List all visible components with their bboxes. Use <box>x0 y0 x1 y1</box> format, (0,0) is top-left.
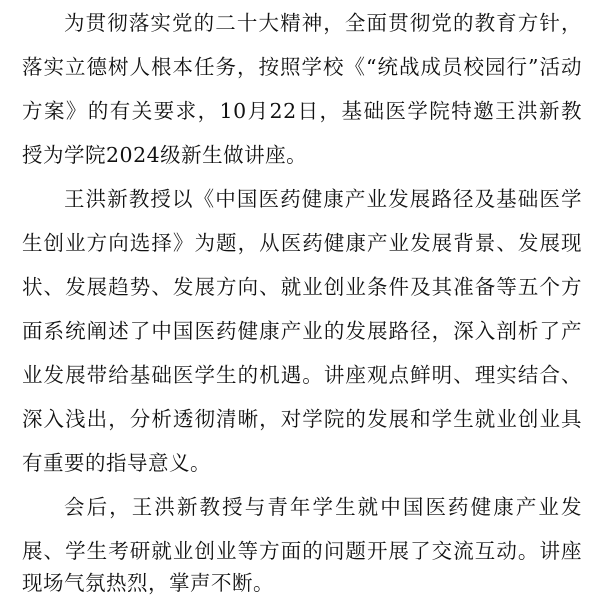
text-line: 业发展带给基础医学生的机遇。讲座观点鲜明、理实结合、 <box>22 363 582 387</box>
text-line: 方案》的有关要求，10月22日，基础医学院特邀王洪新教 <box>22 99 582 123</box>
text-line: 现场气氛热烈，掌声不断。 <box>22 571 274 595</box>
text-line: 展、学生考研就业创业等方面的问题开展了交流互动。讲座 <box>22 539 582 563</box>
text-line: 王洪新教授以《中国医药健康产业发展路径及基础医学 <box>64 187 582 211</box>
text-line: 深入浅出，分析透彻清晰，对学院的发展和学生就业创业具 <box>22 407 582 431</box>
text-line: 授为学院2024级新生做讲座。 <box>22 143 308 167</box>
text-line: 生创业方向选择》为题，从医药健康产业发展背景、发展现 <box>22 231 582 255</box>
text-line: 有重要的指导意义。 <box>22 451 211 475</box>
text-line: 为贯彻落实党的二十大精神，全面贯彻党的教育方针， <box>64 11 582 35</box>
text-line: 会后，王洪新教授与青年学生就中国医药健康产业发 <box>64 495 582 519</box>
text-line: 面系统阐述了中国医药健康产业的发展路径，深入剖析了产 <box>22 319 582 343</box>
text-line: 落实立德树人根本任务，按照学校《“统战成员校园行”活动 <box>22 55 582 79</box>
text-line: 状、发展趋势、发展方向、就业创业条件及其准备等五个方 <box>22 275 582 299</box>
